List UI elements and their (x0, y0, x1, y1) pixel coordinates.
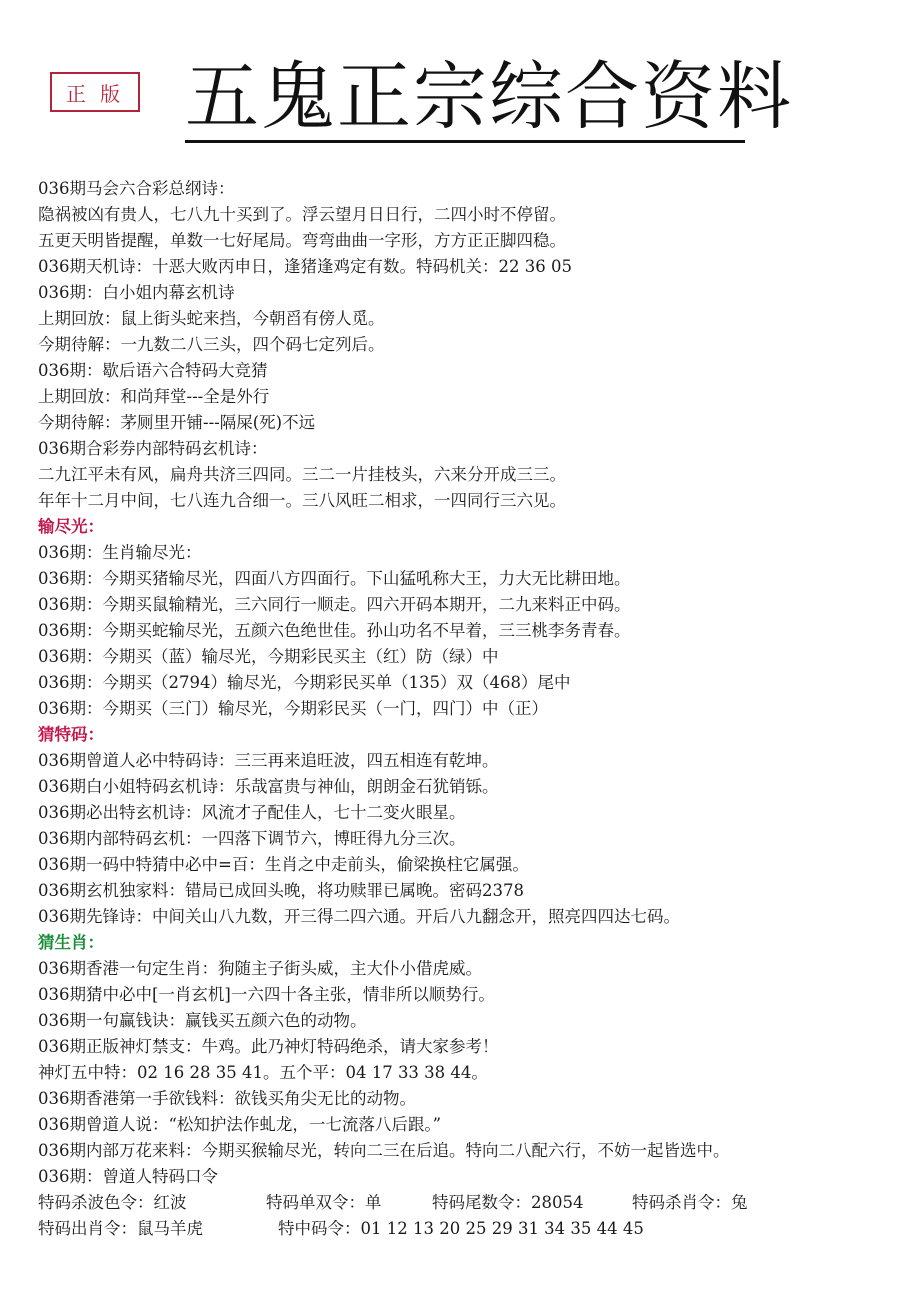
code-zodiac-out: 特码出肖令：鼠马羊虎 (38, 1219, 203, 1238)
text-line: 036期必出特玄机诗：风流才子配佳人，七十二变火眼星。 (38, 803, 466, 822)
text-line: 036期香港第一手欲钱料：欲钱买角尖无比的动物。 (38, 1089, 416, 1108)
text-line: 036期内部万花来料：今期买猴输尽光，转向二三在后追。特向二八配六行，不妨一起皆选中。 (38, 1141, 730, 1160)
text-line: 036期：曾道人特码口令 (38, 1167, 218, 1186)
code-special-numbers: 特中码令：01 12 13 20 25 29 31 34 35 44 45 (278, 1219, 644, 1238)
text-line: 上期回放：鼠上街头蛇来挡，今朝舀有傍人觅。 (38, 309, 385, 328)
text-line: 036期：今期买（三门）输尽光，今期彩民买（一门，四门）中（正） (38, 699, 548, 718)
title-underline (185, 140, 745, 143)
text-line: 036期玄机独家料：错局已成回头晚，将功赎罪已属晚。密码2378 (38, 881, 524, 900)
text-line: 036期天机诗：十恶大败丙申日，逢猪逢鸡定有数。特码机关：22 36 05 (38, 257, 572, 276)
text-line: 036期：今期买猪输尽光，四面八方四面行。下山猛吼称大王，力大无比耕田地。 (38, 569, 631, 588)
codes-row-2 (38, 1216, 883, 1242)
text-line: 036期马会六合彩总纲诗： (38, 179, 235, 198)
edition-badge: 正 版 (50, 72, 140, 112)
text-line: 神灯五中特：02 16 28 35 41。五个平：04 17 33 38 44。 (38, 1063, 488, 1082)
code-wave-color: 特码杀波色令：红波 (38, 1193, 187, 1212)
text-line: 036期曾道人说：“松知护法作虬龙，一七流落八后跟。” (38, 1115, 442, 1134)
text-line: 036期先锋诗：中间关山八九数，开三得二四六通。开后八九翻念开，照亮四四达七码。 (38, 907, 680, 926)
text-line: 036期：生肖输尽光： (38, 543, 202, 562)
page-title: 五鬼正宗综合资料 (185, 54, 793, 140)
text-line: 036期一码中特猜中必中=百：生肖之中走前头，偷梁换柱它属强。 (38, 855, 529, 874)
text-line: 今期待解：茅厕里开铺---隔屎(死)不远 (38, 413, 316, 432)
text-line: 二九江平未有风，扁舟共济三四同。三二一片挂枝头，六来分开成三三。 (38, 465, 566, 484)
text-line: 036期：歇后语六合特码大竞猜 (38, 361, 268, 380)
text-lines (38, 176, 883, 1190)
text-line: 五更天明皆提醒，单数一七好尾局。弯弯曲曲一字形，方方正正脚四稳。 (38, 231, 566, 250)
text-line: 036期：今期买（蓝）输尽光，今期彩民买主（红）防（绿）中 (38, 647, 499, 666)
text-line: 036期：白小姐内幕玄机诗 (38, 283, 235, 302)
text-line: 036期白小姐特码玄机诗：乐哉富贵与神仙，朗朗金石犹销铄。 (38, 777, 499, 796)
text-line: 年年十二月中间，七八连九合细一。三八风旺二相求，一四同行三六见。 (38, 491, 566, 510)
code-kill-zodiac: 特码杀肖令：兔 (632, 1193, 748, 1212)
codes-row-1 (38, 1190, 883, 1216)
text-line: 隐祸被凶有贵人，七八九十买到了。浮云望月日日行，二四小时不停留。 (38, 205, 566, 224)
text-line: 036期：今期买蛇输尽光，五颜六色绝世佳。孙山功名不早着，三三桃李务青春。 (38, 621, 631, 640)
text-line: 036期一句赢钱诀：赢钱买五颜六色的动物。 (38, 1011, 367, 1030)
text-line: 036期：今期买鼠输精光，三六同行一顺走。四六开码本期开，二九来料正中码。 (38, 595, 631, 614)
text-line: 036期内部特码玄机：一四落下调节六，博旺得九分三次。 (38, 829, 466, 848)
section-heading: 猜特码： (38, 725, 104, 744)
section-heading: 猜生肖： (38, 933, 104, 952)
code-tail-number: 特码尾数令：28054 (432, 1193, 584, 1212)
text-line: 036期香港一句定生肖：狗随主子街头威，主大仆小借虎威。 (38, 959, 482, 978)
text-line: 036期合彩券内部特码玄机诗： (38, 439, 268, 458)
text-line: 036期猜中必中[一肖玄机]一六四十各主张，情非所以顺势行。 (38, 985, 495, 1004)
text-line: 036期：今期买（2794）输尽光，今期彩民买单（135）双（468）尾中 (38, 673, 571, 692)
text-line: 今期待解：一九数二八三头，四个码七定列后。 (38, 335, 385, 354)
text-line: 上期回放：和尚拜堂---全是外行 (38, 387, 270, 406)
code-odd-even: 特码单双令：单 (266, 1193, 382, 1212)
section-heading: 输尽光： (38, 517, 104, 536)
text-line: 036期正版神灯禁支：牛鸡。此乃神灯特码绝杀，请大家参考！ (38, 1037, 499, 1056)
text-line: 036期曾道人必中特码诗：三三再来追旺波，四五相连有乾坤。 (38, 751, 499, 770)
content-body (38, 176, 883, 1242)
